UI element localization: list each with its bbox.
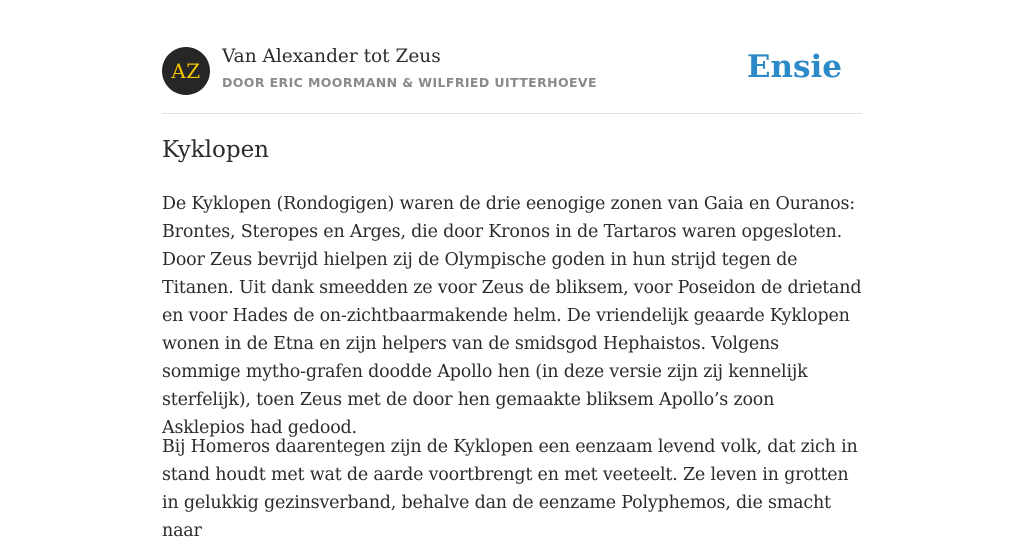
article-title: Kyklopen <box>162 137 269 163</box>
article-paragraph: De Kyklopen (Rondogigen) waren de drie eenogige zonen van Gaia en Ouranos: Brontes, Steropes en Arges, die door Kronos in de Tartaros waren opgesloten. Door Zeus bevrijd hielpen zij de Olympische goden in hun strijd tegen de Titanen. Uit dank smeedden ze voor Zeus de bliksem, voor Poseidon de drietand en voor Hades de on-zichtbaarmakende helm. De vriendelijk geaarde Kyklopen wonen in de Etna en zijn helpers van de smidsgod Hephaistos. Volgens sommige mytho-grafen doodde Apollo hen (in deze versie zijn zij kennelijk sterfelijk), toen Zeus met de door hen gemaakte bliksem Apollo’s zoon Asklepios had gedood. <box>162 194 862 438</box>
book-title[interactable]: Van Alexander tot Zeus <box>222 46 441 67</box>
article-container <box>162 0 862 541</box>
header <box>162 0 862 114</box>
ensie-logo[interactable]: Ensie <box>746 49 842 85</box>
avatar[interactable]: AZ <box>162 47 210 95</box>
article-paragraph: Bij Homeros daarentegen zijn de Kyklopen een eenzaam levend volk, dat zich in stand houdt met wat de aarde voortbrengt en met veeteelt. Ze leven in grotten in gelukkig gezinsverband, behalve dan de eenzame Polyphemos, die smacht naar <box>162 437 858 541</box>
book-authors: DOOR ERIC MOORMANN & WILFRIED UITTERHOEVE <box>222 75 597 90</box>
